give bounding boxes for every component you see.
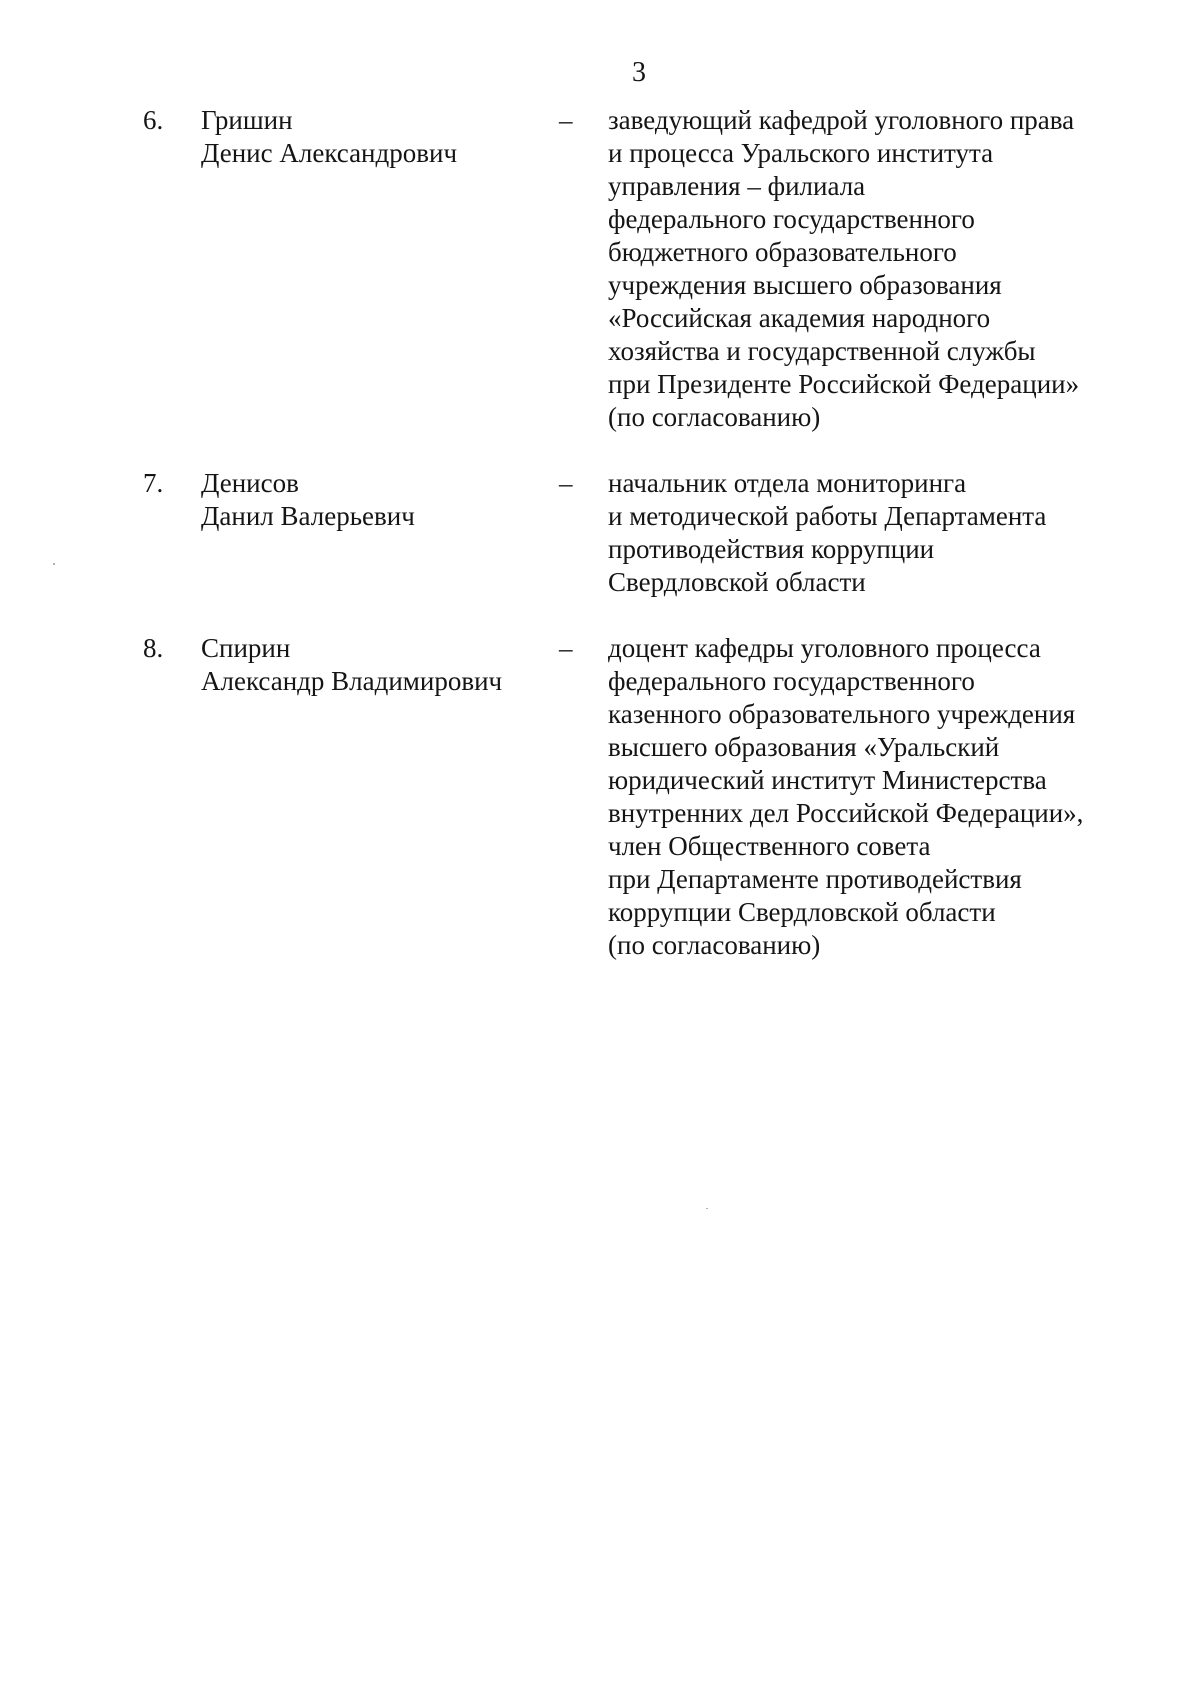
description-line: (по согласованию): [608, 930, 821, 960]
given-names: Александр Владимирович: [201, 666, 503, 696]
entry-number: 6.: [143, 105, 164, 135]
description-line: (по согласованию): [608, 402, 821, 432]
description-line: заведующий кафедрой уголовного права: [608, 105, 1075, 135]
dash-separator: –: [559, 105, 573, 135]
description-line: при Президенте Российской Федерации»: [608, 369, 1080, 399]
entry-name: [201, 104, 531, 170]
description-line: управления – филиала: [608, 171, 866, 201]
description-line: юридический институт Министерства: [608, 765, 1047, 795]
description-line: начальник отдела мониторинга: [608, 468, 967, 498]
description-line: противодействия коррупции: [608, 534, 935, 564]
surname: Денисов: [201, 468, 299, 498]
description-line: федерального государственного: [608, 204, 975, 234]
description-line: учреждения высшего образования: [608, 270, 1002, 300]
description-line: доцент кафедры уголовного процесса: [608, 633, 1041, 663]
description-line: высшего образования «Уральский: [608, 732, 1000, 762]
description-line: Свердловской области: [608, 567, 866, 597]
entry-name: [201, 632, 531, 698]
description-line: казенного образовательного учреждения: [608, 699, 1076, 729]
position-description: [608, 104, 1128, 434]
description-line: федерального государственного: [608, 666, 975, 696]
description-line: коррупции Свердловской области: [608, 897, 996, 927]
description-line: и процесса Уральского института: [608, 138, 994, 168]
position-description: [608, 632, 1128, 962]
description-line: член Общественного совета: [608, 831, 931, 861]
description-line: хозяйства и государственной службы: [608, 336, 1036, 366]
scan-speck: [706, 1208, 708, 1209]
description-line: «Российская академия народного: [608, 303, 991, 333]
position-description: [608, 467, 1128, 599]
entry-name: [201, 467, 531, 533]
given-names: Денис Александрович: [201, 138, 458, 168]
description-line: бюджетного образовательного: [608, 237, 957, 267]
page-number: 3: [632, 57, 646, 88]
entry-number: 8.: [143, 633, 164, 663]
entry-number: 7.: [143, 468, 164, 498]
surname: Спирин: [201, 633, 291, 663]
dash-separator: –: [559, 633, 573, 663]
description-line: и методической работы Департамента: [608, 501, 1047, 531]
scan-speck: [53, 563, 55, 565]
surname: Гришин: [201, 105, 293, 135]
description-line: при Департаменте противодействия: [608, 864, 1022, 894]
dash-separator: –: [559, 468, 573, 498]
description-line: внутренних дел Российской Федерации»,: [608, 798, 1084, 828]
given-names: Данил Валерьевич: [201, 501, 415, 531]
